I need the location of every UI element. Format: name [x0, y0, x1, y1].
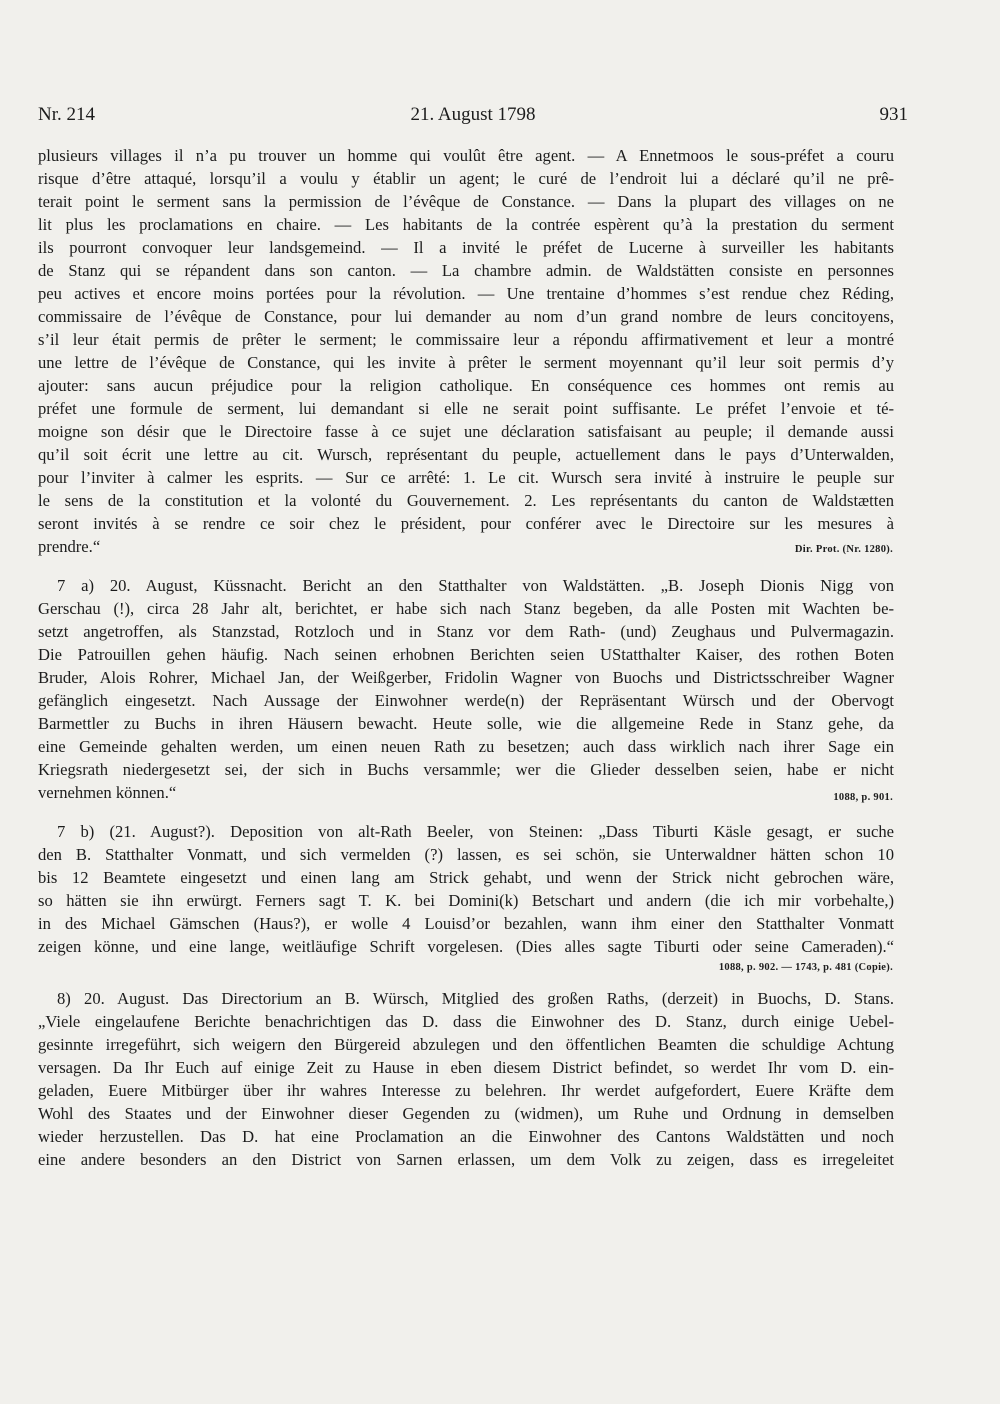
- text-line: „Viele eingelaufene Berichte benachrichtigen das D. dass die Einwohner des D. Stanz, durch einige Uebel-: [38, 1012, 894, 1031]
- text-line: préfet une formule de serment, lui demandant si elle ne serait point suffisante. Le préfet l’envoie et té-: [38, 399, 894, 418]
- header-date: 21. August 1798: [410, 104, 536, 125]
- text-line: Kriegsrath niedergesetzt sei, der sich in Buchs versammle; wer die Glieder desselben seien, habe er nicht: [38, 760, 894, 779]
- text-line: den B. Statthalter Vonmatt, und sich vermelden (?) lassen, es sei schön, sie Unterwaldner hätten schon 10: [38, 845, 894, 864]
- text-line: gefänglich eingesetzt. Nach Aussage der Einwohner werde(n) der Repräsentant Würsch und der Obervogt: [38, 691, 894, 710]
- text-line: terait point le serment sans la permission de l’évêque de Constance. — Dans la plupart des villages on ne: [38, 192, 894, 211]
- text-line: pour l’inviter à calmer les esprits. — Sur ce arrêté: 1. Le cit. Wursch sera invité à instruire le peuple sur: [38, 468, 894, 487]
- text-line: Bruder, Alois Rohrer, Michael Jan, der Weißgerber, Fridolin Wagner von Buochs und Districtsschreiber Wagner: [38, 668, 894, 687]
- text-line: plusieurs villages il n’a pu trouver un homme qui voulût être agent. — A Ennetmoos le sous-préfet a couru: [38, 146, 894, 165]
- text-line: Barmettler zu Buchs in ihren Häusern bewacht. Heute solle, wie die allgemeine Rede in Stanz gehe, da: [38, 714, 894, 733]
- text-line: de Stanz qui se répandent dans son canton. — La chambre admin. de Waldstätten consiste en personnes: [38, 261, 894, 280]
- text-line: 7 a) 20. August, Küssnacht. Bericht an den Statthalter von Waldstätten. „B. Joseph Dionis Nigg von: [57, 576, 894, 595]
- text-line: versagen. Da Ihr Euch auf einige Zeit zu Hause in eben diesem District befindet, so werdet Ihr vom D. ein-: [38, 1058, 894, 1077]
- text-line: 8) 20. August. Das Directorium an B. Würsch, Mitglied des großen Raths, (derzeit) in Buochs, D. Stans.: [57, 989, 894, 1008]
- text-line: eine andere besonders an den District von Sarnen erlassen, um dem Volk zu zeigen, dass es irregeleitet: [38, 1150, 894, 1169]
- text-line: gesinnte irregeführt, sich weigern den Bürgereid abzulegen und den öffentlichen Beamten die schuldige Achtung: [38, 1035, 894, 1054]
- text-line: in des Michael Gämschen (Haus?), er wolle 4 Louisd’or bezahlen, wann ihm einer den Statthalter Vonmatt: [38, 914, 894, 933]
- text-line: risque d’être attaqué, lorsqu’il a voulu y établir un agent; le curé de l’endroit lui a déclaré qu’il ne prê-: [38, 169, 894, 188]
- text-line: geladen, Euere Mitbürger über ihr wahres Interesse zu belehren. Ihr werdet aufgefordert, Euere Kräfte dem: [38, 1081, 894, 1100]
- page-header: [38, 104, 908, 128]
- text-line: s’il leur était permis de prêter le serment; le commissaire leur a répondu affirmativement et leur a montré: [38, 330, 894, 349]
- text-line: lit plus les proclamations en chaire. — Les habitants de la contrée espèrent qu’à la prestation du serment: [38, 215, 894, 234]
- text-line: commissaire de l’évêque de Constance, pour lui demander au nom d’un grand nombre de leurs concitoyens,: [38, 307, 894, 326]
- text-line: wieder herzustellen. Das D. hat eine Proclamation an die Einwohner des Cantons Waldstätten und noch: [38, 1127, 894, 1146]
- text-line: prendre.“: [38, 537, 101, 556]
- text-line: le sens de la constitution et la volonté du Gouvernement. 2. Les représentants du canton de Waldstætten: [38, 491, 894, 510]
- text-line: moigne son désir que le Directoire fasse à ce sujet une déclaration satisfaisant au peuple; il demande aussi: [38, 422, 894, 441]
- text-line: eine Gemeinde gehalten werden, um einen neuen Rath zu besetzen; auch dass wirklich nach ihrer Sage ein: [38, 737, 894, 756]
- text-line: peu actives et encore moins portées pour la révolution. — Une trentaine d’hommes s’est rendue chez Réding,: [38, 284, 894, 303]
- text-line: 7 b) (21. August?). Deposition von alt-Rath Beeler, von Steinen: „Dass Tiburti Käsle gesagt, er suche: [57, 822, 894, 841]
- text-line: une lettre de l’évêque de Constance, qui les invite à prêter le serment moyennant qu’il leur soit permis d’y: [38, 353, 894, 372]
- text-line: setzt angetroffen, als Stanzstad, Rotzloch und in Stanz vor dem Rath- (und) Zeughaus und Pulvermagazin.: [38, 622, 894, 641]
- document-number: Nr. 214: [38, 104, 95, 125]
- text-line: Die Patrouillen gehen häufig. Nach seinen erhobnen Berichten seien UStatthalter Kaiser, des rothen Boten: [38, 645, 894, 664]
- text-line: qu’il soit écrit une lettre au cit. Wursch, représentant du peuple, actuellement dans le pays d’Unterwalden,: [38, 445, 894, 464]
- text-line: zeigen könne, und eine lange, weitläufige Schrift vorgelesen. (Dies alles sagte Tiburti oder seine Cameraden).“: [38, 937, 894, 956]
- text-line: Gerschau (!), circa 28 Jahr alt, berichtet, er habe sich nach Stanz begeben, da alle Posten mit Wachten be-: [38, 599, 894, 618]
- text-line: vernehmen können.“: [38, 783, 177, 802]
- text-line: bis 12 Beamtete eingesetzt und einen lang am Strick gehabt, und wenn der Strick nicht gebrochen wäre,: [38, 868, 894, 887]
- page-number: 931: [879, 104, 908, 125]
- source-reference: Dir. Prot. (Nr. 1280).: [794, 544, 893, 555]
- text-line: so hätten sie ihn erwürgt. Ferners sagt T. K. bei Domini(k) Betschart und andern (die ich mir vorbehalte,): [38, 891, 894, 910]
- text-line: seront invités à se rendre ce soir chez le président, pour conférer avec le Directoire sur les mesures à: [38, 514, 894, 533]
- text-line: ils pourront convoquer leur landsgemeind. — Il a invité le préfet de Lucerne à surveiller les habitants: [38, 238, 894, 257]
- source-reference: 1088, p. 902. — 1743, p. 481 (Copie).: [718, 962, 893, 973]
- source-reference: 1088, p. 901.: [833, 792, 893, 803]
- text-line: ajouter: sans aucun préjudice pour la religion catholique. En conséquence ces hommes ont remis au: [38, 376, 894, 395]
- text-line: Wohl des Staates und der Einwohner dieser Gegenden zu (widmen), um Ruhe und Ordnung in demselben: [38, 1104, 894, 1123]
